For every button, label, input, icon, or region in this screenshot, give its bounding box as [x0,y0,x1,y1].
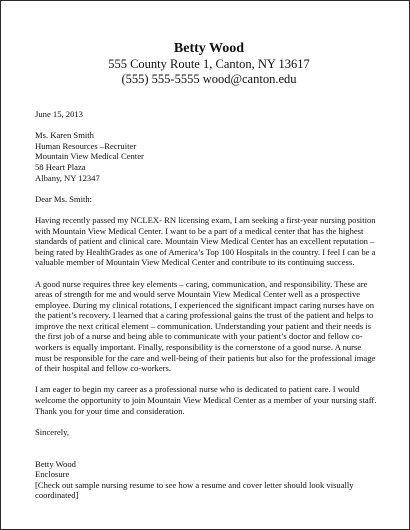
signature-name: Betty Wood [35,458,76,469]
paragraph-qualifications: A good nurse requires three key elements – caring, communication, and responsibility. These are areas of strength for me and would serve Mountain View Medical Center well as a prospective employee. During my clinical rotations, I experienced the significant impact caring nurses have on the patient’s recovery. I learned that a caring professional gains the trust of the patient and helps to improve the next critical element – communication. Understanding your patient and their needs is the first job of a nurse and being able to communicate with your patient’s doctor and fellow co-workers is equally important. Finally, responsibility is the cornerstone of a good nurse. A nurse must be responsible for the care and well-being of their patients but also for the professional image of their hospital and fellow co-workers. [35,278,376,374]
enclosure: Enclosure [35,469,70,480]
letter-body [35,109,379,501]
letterhead [1,41,410,87]
recipient-block [35,130,379,183]
paragraph-intro: Having recently passed my NCLEX- RN licensing exam, I am seeking a first-year nursing position with Mountain View Medical Center. I want to be a part of a medical center that has the highest standards of patient and clinical care. Mountain View Medical Center has an excellent reputation – being rated by HealthGrades as one of America’s Top 100 Hospitals in the country. I feel I can be a valuable member of Mountain View Medical Center and contribute to its continuing success. [35,214,376,268]
resume-note: [Check out sample nursing resume to see how a resume and cover letter should look visually coordinated] [35,479,354,501]
recipient-title: Human Resources –Recruiter [35,140,137,151]
sender-contact: (555) 555-5555 wood@canton.edu [121,72,297,86]
sender-name: Betty Wood [173,41,245,56]
recipient-name: Ms. Karen Smith [35,130,94,141]
recipient-organization: Mountain View Medical Center [35,151,144,162]
recipient-street: 58 Heart Plaza [35,161,86,172]
paragraph-closing: I am eager to begin my career as a professional nurse who is dedicated to patient care. I would welcome the opportunity to join Mountain View Medical Center as a member of your nursing staff. Thank you for your time and consideration. [35,384,377,416]
recipient-city: Albany, NY 12347 [35,172,100,183]
salutation: Dear Ms. Smith: [35,193,93,204]
letter-date: June 15, 2013 [35,109,83,119]
closing: Sincerely, [35,426,70,437]
sender-address: 555 County Route 1, Canton, NY 13617 [108,57,310,71]
